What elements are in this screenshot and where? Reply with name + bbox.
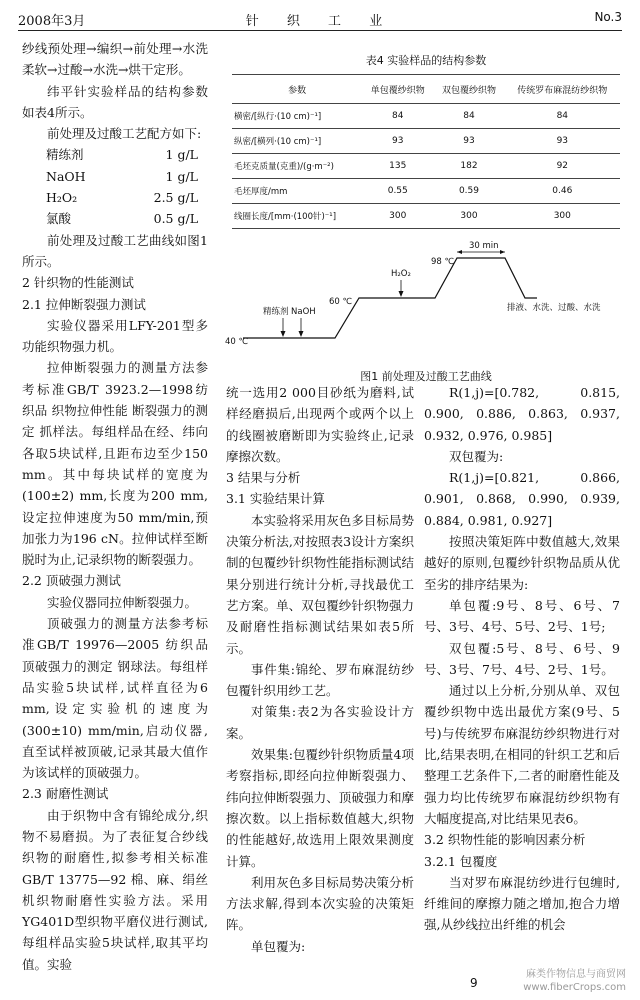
table-header-row [232, 75, 620, 104]
table-cell: 300 [362, 204, 433, 229]
paragraph: 事件集:锦纶、罗布麻混纺纱包覆针织用纱工艺。 [226, 661, 414, 699]
subsection-heading: 3.1 实验结果计算 [226, 491, 325, 507]
matrix-formula: R(1,j)=[0.821, 0.866, 0.901, 0.868, 0.990, 0.939, 0.884, 0.981, 0.927] [424, 470, 620, 528]
paragraph: 双包覆为: [449, 448, 504, 464]
middle-column [226, 382, 414, 957]
table-cell: 84 [362, 104, 433, 129]
header-date: 2008年3月 [18, 14, 86, 29]
formula-value: 0.5 g/L [153, 211, 198, 227]
structure-table [232, 74, 620, 229]
formula-name: 精练剂 [46, 147, 84, 163]
table-cell: 92 [505, 154, 620, 179]
paragraph: 实验仪器同拉伸断裂强力。 [47, 594, 198, 610]
paragraph: 双包覆:5号、8号、6号、9号、3号、7号、4号、2号、1号。 [424, 640, 620, 677]
table-cell: 0.55 [362, 179, 433, 204]
table-row [232, 154, 620, 179]
table-cell: 0.59 [433, 179, 504, 204]
formula-name: 氯酸 [46, 211, 72, 227]
formula-row [22, 166, 208, 187]
table-row [232, 104, 620, 129]
arrow-head [500, 250, 505, 254]
table-cell: 84 [433, 104, 504, 129]
temp-label-98: 98 ℃ [431, 257, 455, 267]
paragraph: 纱线预处理→编织→前处理→水洗柔软→过酸→水洗→烘干定形。 [22, 41, 208, 78]
temp-label-60: 60 ℃ [329, 297, 353, 307]
subsection-heading: 3.2.1 包覆度 [424, 853, 498, 869]
formula-row [22, 208, 208, 229]
paragraph: 纬平针实验样品的结构参数如表4所示。 [22, 83, 208, 120]
paragraph: 前处理及过酸工艺曲线如图1所示。 [22, 232, 208, 269]
paragraph: 由于织物中含有锦纶成分,织物不易磨损。为了表征复合纱线织物的耐磨性,拟参考相关标准GB/T 13775—92 棉、麻、绢丝机织物耐磨性实验方法。采用YG401D型织物平磨仪进行测试,每组样品实验5块试样,取其平均值。实验 [22, 807, 208, 972]
formula-name: H₂O₂ [46, 190, 78, 206]
section-heading: 3.2 织物性能的影响因素分析 [424, 832, 586, 848]
table-cell: 135 [362, 154, 433, 179]
paragraph: 单包覆为: [251, 938, 306, 954]
table-cell: 300 [433, 204, 504, 229]
arrow-head [457, 250, 462, 254]
table-cell: 84 [505, 104, 620, 129]
subsection-heading: 2.3 耐磨性测试 [22, 786, 109, 802]
header-issue: No.3 [594, 10, 622, 24]
formula-row [22, 144, 208, 165]
paragraph: 利用灰色多目标局势决策分析方法求解,得到本次实验的决策矩阵。 [226, 874, 414, 933]
header-journal: 针 织 工 业 [245, 14, 395, 29]
paragraph: 单包覆:9号、8号、6号、7号、3号、4号、5号、2号、1号; [424, 597, 620, 635]
paragraph: 顶破强力的测量方法参考标准GB/T 19976—2005 纺织品 顶破强力的测定 钢球法。每组样品实验5块试样,试样直径为6 mm,设定实验机的速度为(300±10) mm/min,启动仪器,直至试样被顶破,记录其最大值作为该试样的顶破强力。 [22, 616, 208, 781]
table-cell: 横密/[纵行·(10 cm)⁻¹] [232, 104, 362, 129]
table-cell: 93 [433, 129, 504, 154]
end-step-label: 排液、水洗、过酸、水洗 [507, 303, 601, 313]
temp-label-40: 40 ℃ [225, 337, 249, 347]
subsection-heading: 2.1 拉伸断裂强力测试 [22, 296, 146, 312]
paragraph: 通过以上分析,分别从单、双包覆纱织物中选出最优方案(9号、5号)与传统罗布麻混纺纱织物进行对比,结果表明,在相同的针织工艺和后整理工艺条件下,二者的耐磨性能及强力均比传统罗布麻混纺纱织物有大幅度提高,对比结果见表6。 [424, 683, 620, 826]
additive-label: 精练剂 [263, 307, 289, 317]
table-header-cell: 单包覆纱织物 [362, 75, 433, 104]
table-cell: 0.46 [505, 179, 620, 204]
temperature-curve [243, 258, 537, 338]
duration-label: 30 min [469, 241, 499, 251]
table-cell: 线圈长度/[mm·(100针)⁻¹] [232, 204, 362, 229]
formula-value: 1 g/L [165, 147, 198, 163]
paragraph: 效果集:包覆纱针织物质量4项考察指标,即经向拉伸断裂强力、纬向拉伸断裂强力、顶破强力和摩擦次数。以上指标数值越大,织物的性能越好,故选用上限效果测度计算。 [226, 747, 414, 869]
additive-label: NaOH [291, 307, 316, 317]
process-curve-figure [225, 240, 625, 370]
table-header-cell: 双包覆纱织物 [433, 75, 504, 104]
formula-name: NaOH [46, 168, 86, 184]
matrix-formula: R(1,j)=[0.782, 0.815, 0.900, 0.886, 0.863, 0.937, 0.932, 0.976, 0.985] [424, 385, 620, 443]
section-heading: 3 结果与分析 [226, 470, 301, 486]
table-caption: 表4 实验样品的结构参数 [365, 54, 487, 67]
right-column [424, 382, 620, 936]
left-column [22, 38, 208, 975]
subsection-heading: 2.2 顶破强力测试 [22, 573, 121, 589]
paragraph: 本实验将采用灰色多目标局势决策分析法,对按照表3设计方案织制的包覆纱针织物性能指标测试结果分别进行统计分析,寻找最优工艺方案。单、双包覆纱针织物强力及耐磨性指标测试结果如表5所示。 [226, 512, 414, 656]
page-number: 9 [470, 976, 478, 990]
figure-caption: 图1 前处理及过酸工艺曲线 [360, 370, 492, 383]
formula-row [22, 187, 208, 208]
table-cell: 182 [433, 154, 504, 179]
paragraph: 统一选用2 000目砂纸为磨料,试样经磨损后,出现两个或两个以上的线圈被磨断即为实验终止,记录摩擦次数。 [226, 385, 414, 464]
paragraph: 对策集:表2为各实验设计方案。 [226, 704, 414, 741]
table-row [232, 179, 620, 204]
arrow-head [399, 291, 404, 297]
paragraph: 当对罗布麻混纺纱进行包缠时,纤维间的摩擦力随之增加,抱合力增强,从纱线拉出纤维的机会 [424, 874, 620, 933]
paragraph: 按照决策矩阵中数值越大,效果越好的原则,包覆纱针织物品质从优至劣的排序结果为: [424, 534, 620, 592]
table-row [232, 129, 620, 154]
arrow-head [299, 331, 304, 337]
section-heading: 2 针织物的性能测试 [22, 275, 134, 291]
paragraph: 拉伸断裂强力的测量方法参考标准GB/T 3923.2—1998纺织品 织物拉伸性能 断裂强力的测定 抓样法。每组样品在经、纬向各取5块试样,且距布边至少150 mm。其中每块试样的宽度为(100±2) mm,长度为200 mm,设定拉伸速度为50 mm/min,预加张力为196 cN。拉伸试样至断脱时为止,记录织物的断裂强力。 [22, 360, 208, 568]
table-cell: 300 [505, 204, 620, 229]
table-cell: 93 [505, 129, 620, 154]
table-cell: 纵密/[横列·(10 cm)⁻¹] [232, 129, 362, 154]
table-header-cell: 参数 [232, 75, 362, 104]
running-header [18, 8, 622, 31]
paragraph: 实验仪器采用LFY-201型多功能织物强力机。 [22, 317, 208, 355]
watermark: 麻类作物信息与商贸网 www.fiberCrops.com [523, 969, 626, 993]
table-header-cell: 传统罗布麻混纺纱织物 [505, 75, 620, 104]
formula-list [22, 144, 208, 229]
paragraph: 前处理及过酸工艺配方如下: [47, 126, 202, 142]
additive-label: H₂O₂ [391, 269, 411, 279]
formula-value: 2.5 g/L [153, 190, 198, 206]
table-cell: 毛坯厚度/mm [232, 179, 362, 204]
table-cell: 93 [362, 129, 433, 154]
arrow-head [281, 331, 286, 337]
table-cell: 毛坯克质量(克重)/(g·m⁻²) [232, 154, 362, 179]
formula-value: 1 g/L [165, 168, 198, 184]
table-row [232, 204, 620, 229]
